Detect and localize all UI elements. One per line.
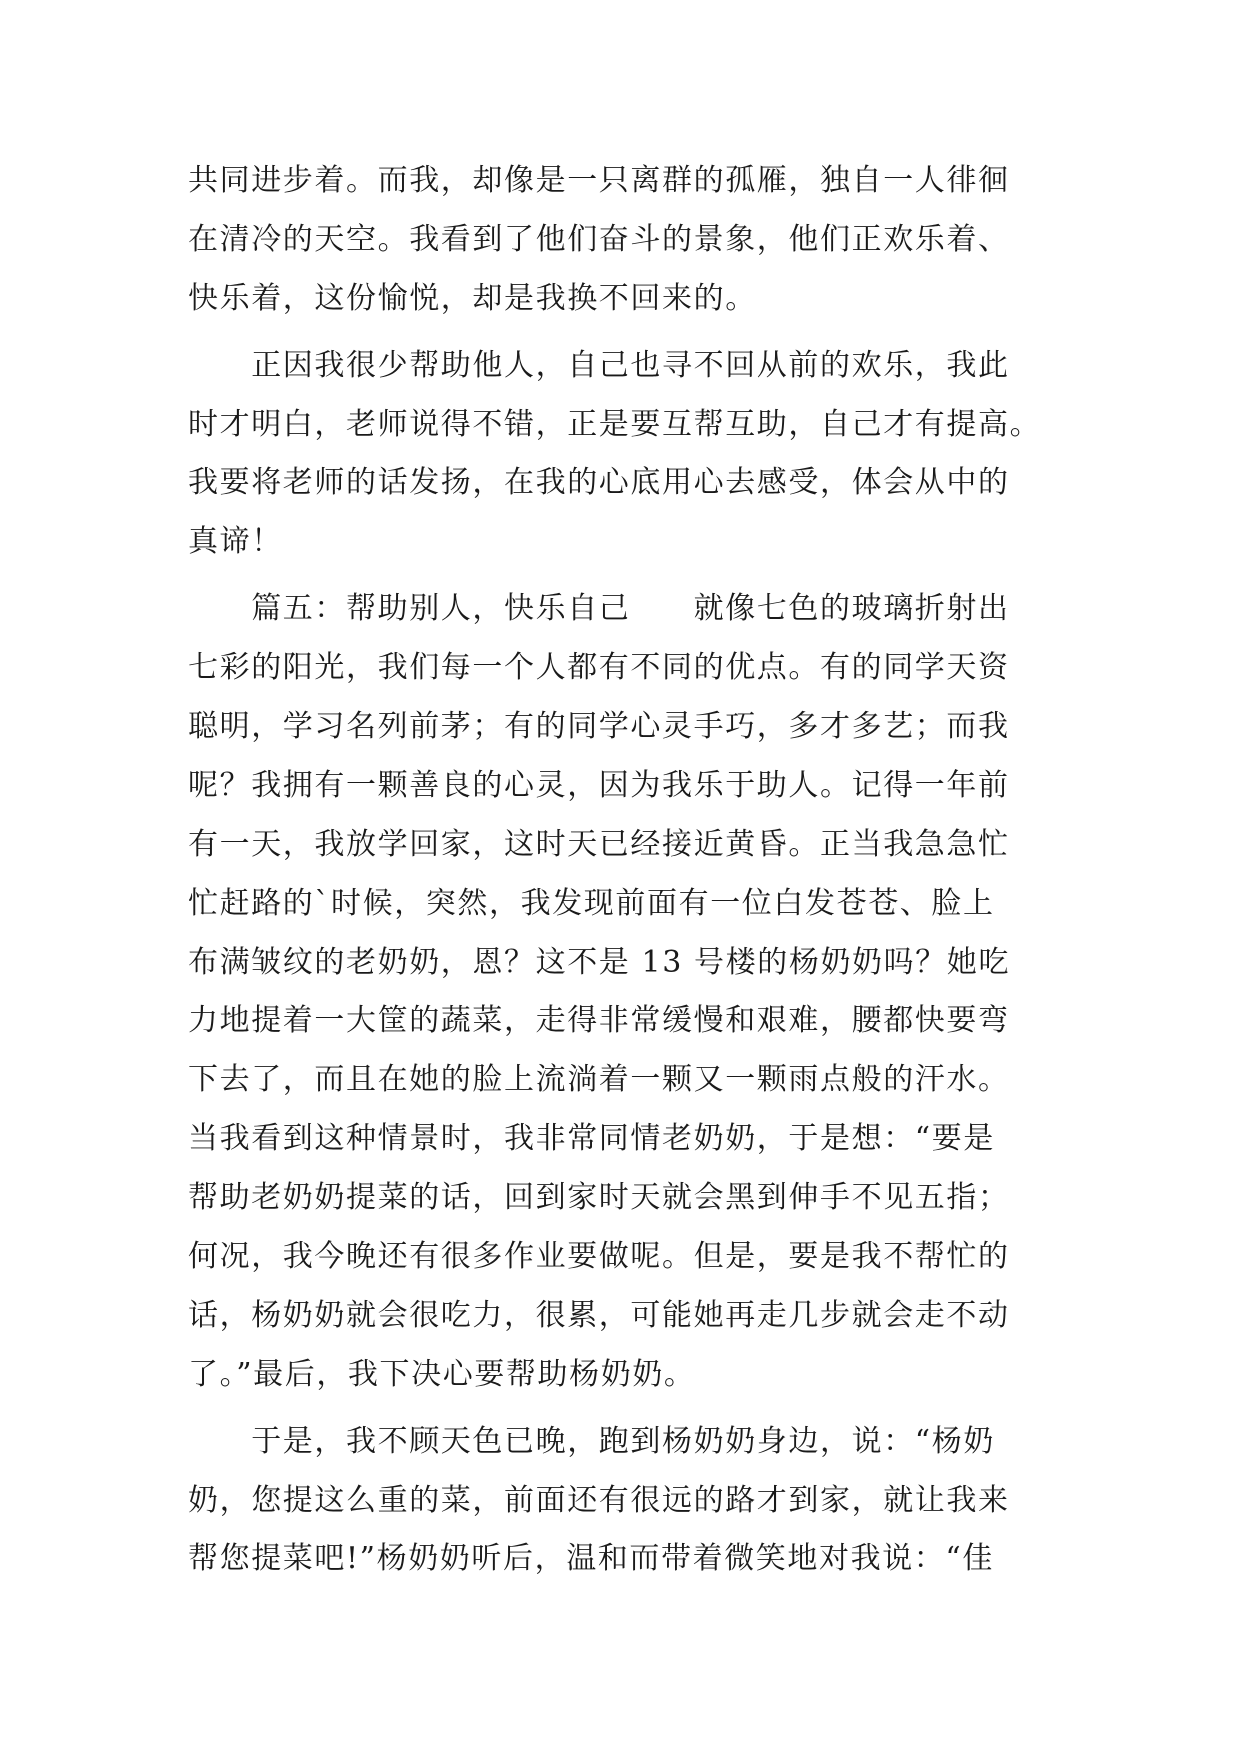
text-line: 当我看到这种情景时，我非常同情老奶奶，于是想：“要是	[188, 1121, 995, 1157]
text-line: 有一天，我放学回家，这时天已经接近黄昏。正当我急急忙	[188, 826, 1010, 862]
text-line: 何况，我今晚还有很多作业要做呢。但是，要是我不帮忙的	[188, 1239, 1010, 1275]
document-body	[188, 152, 1068, 1589]
text-line: 帮助老奶奶提菜的话，回到家时天就会黑到伸手不见五指；	[188, 1180, 1010, 1216]
text-line: 在清冷的天空。我看到了他们奋斗的景象，他们正欢乐着、	[188, 221, 1010, 257]
paragraph	[188, 580, 1068, 1404]
text-line: 时才明白，老师说得不错，正是要互帮互助，自己才有提高。	[188, 406, 1042, 442]
text-line: 话，杨奶奶就会很吃力，很累，可能她再走几步就会走不动	[188, 1297, 1010, 1333]
text-line: 聪明，学习名列前茅；有的同学心灵手巧，多才多艺；而我	[188, 709, 1010, 745]
paragraph	[188, 337, 1068, 573]
text-line: 布满皱纹的老奶奶，恩？这不是 13 号楼的杨奶奶吗？她吃	[188, 944, 1011, 980]
text-line: 正因我很少帮助他人，自己也寻不回从前的欢乐，我此	[188, 347, 1010, 383]
text-line: 于是，我不顾天色已晚，跑到杨奶奶身边，说：“杨奶	[188, 1423, 995, 1459]
text-line: 我要将老师的话发扬，在我的心底用心去感受，体会从中的	[188, 465, 1010, 501]
text-line: 奶，您提这么重的菜，前面还有很远的路才到家，就让我来	[188, 1482, 1010, 1518]
text-line: 忙赶路的`时候，突然，我发现前面有一位白发苍苍、脸上	[188, 885, 995, 921]
paragraph	[188, 1413, 1068, 1590]
text-line: 力地提着一大筐的蔬菜，走得非常缓慢和艰难，腰都快要弯	[188, 1003, 1010, 1039]
text-line: 帮您提菜吧!”杨奶奶听后，温和而带着微笑地对我说：“佳	[188, 1541, 994, 1577]
text-line: 了。”最后，我下决心要帮助杨奶奶。	[188, 1356, 696, 1392]
text-line: 真谛！	[188, 524, 283, 560]
text-line: 呢？我拥有一颗善良的心灵，因为我乐于助人。记得一年前	[188, 767, 1010, 803]
text-line: 共同进步着。而我，却像是一只离群的孤雁，独自一人徘徊	[188, 163, 1010, 198]
text-line: 下去了，而且在她的脸上流淌着一颗又一颗雨点般的汗水。	[188, 1062, 1010, 1098]
text-line: 七彩的阳光，我们每一个人都有不同的优点。有的同学天资	[188, 650, 1010, 686]
paragraph	[188, 152, 1068, 329]
text-line: 篇五：帮助别人，快乐自己 就像七色的玻璃折射出	[188, 591, 1010, 627]
text-line: 快乐着，这份愉悦，却是我换不回来的。	[188, 280, 757, 316]
